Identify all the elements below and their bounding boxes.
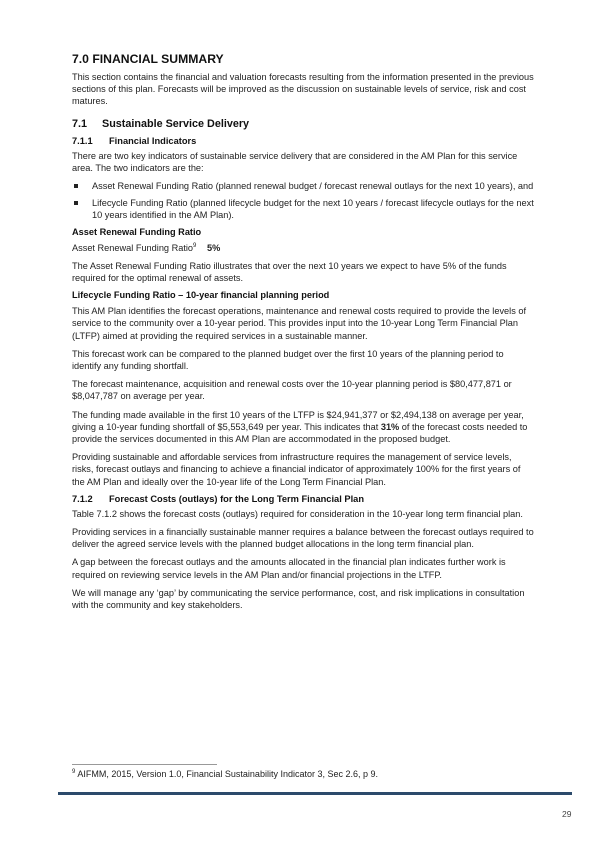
bullet-icon bbox=[74, 201, 78, 205]
section-title: 7.0 FINANCIAL SUMMARY bbox=[72, 52, 224, 66]
footnote-ref[interactable]: 9 bbox=[193, 242, 197, 249]
arfr-heading: Asset Renewal Funding Ratio bbox=[72, 226, 202, 237]
heading-7-1-2-number: 7.1.2 bbox=[72, 493, 93, 504]
lfr-p4-start: The funding made available in the first 10 years of the LTFP is $24,941,377 or $2,494,138 on average per year, giving a 10-year funding shortfall of $5,553,649 per year. This indicates that bbox=[72, 409, 524, 432]
indicator-list bbox=[72, 180, 534, 222]
arfr-line bbox=[72, 242, 534, 254]
arfr-text: The Asset Renewal Funding Ratio illustrates that over the next 10 years we expect to have 5% of the funds required for the optimal renewal of assets. bbox=[72, 260, 507, 284]
heading-7-1-1-number: 7.1.1 bbox=[72, 135, 93, 146]
forecast-paragraph-1: Table 7.1.2 shows the forecast costs (outlays) required for consideration in the 10-year long term financial plan. bbox=[72, 508, 523, 519]
footnote-divider bbox=[72, 764, 217, 765]
forecast-paragraph-3: A gap between the forecast outlays and the amounts allocated in the financial plan indicates further work is required on reviewing service levels in the AM Plan and/or financial projections in the LTFP. bbox=[72, 557, 506, 580]
lfr-p4-end: of the forecast costs needed to provide the services documented in this AM Plan are accommodated in the proposed budget. bbox=[72, 421, 528, 445]
lfr-paragraph-5: Providing sustainable and affordable services from infrastructure requires the management of service levels, risks, forecast outlays and financing to achieve a financial indicator of approximately 100% for the first years of the AM Plan and ideally over the 10-year life of the Long Term Financial Plan. bbox=[72, 452, 521, 487]
lfr-paragraph-4 bbox=[72, 409, 534, 446]
lfr-paragraph-3: The forecast maintenance, acquisition and renewal costs over the 10-year planning period is $80,477,871 or $8,047,787 on average per year. bbox=[72, 379, 512, 402]
list-item-text: Asset Renewal Funding Ratio (planned renewal budget / forecast renewal outlays for the next 10 years), and bbox=[92, 181, 534, 192]
arfr-value: 5% bbox=[206, 242, 221, 253]
forecast-paragraph-2: Providing services in a financially sustainable manner requires a balance between the forecast outlays required to deliver the agreed service levels with the planned budget allocations in the long term financial plan. bbox=[72, 527, 534, 550]
footer-bar bbox=[58, 792, 572, 795]
lfr-heading: Lifecycle Funding Ratio – 10-year financial planning period bbox=[72, 290, 330, 301]
footnote-marker: 9 bbox=[72, 769, 76, 775]
list-item-text: Lifecycle Funding Ratio (planned lifecycle budget for the next 10 years / forecast lifecycle outlays for the next 10 years identified in the AM Plan). bbox=[92, 198, 534, 221]
heading-7-1-1 bbox=[72, 136, 534, 146]
bullet-icon bbox=[74, 184, 78, 188]
lfr-paragraph-2: This forecast work can be compared to the planned budget over the first 10 years of the planning period to identify any funding shortfall. bbox=[72, 348, 504, 372]
page-number: 29 bbox=[562, 809, 572, 819]
heading-7-1-number: 7.1 bbox=[72, 117, 88, 130]
forecast-paragraph-4: We will manage any ‘gap’ by communicating the service performance, cost, and risk implications in consultation with the community and key stakeholders. bbox=[72, 587, 525, 611]
page-body bbox=[72, 52, 534, 617]
lfr-paragraph-1: This AM Plan identifies the forecast operations, maintenance and renewal costs required to provide the levels of service to the community over a 10-year period. This provides input into the 10-year Long Term Financial Plan (LTFP) aimed at providing the required services in a sustainable manner. bbox=[72, 306, 527, 341]
heading-7-1-1-title: Financial Indicators bbox=[109, 135, 197, 146]
section-intro: This section contains the financial and valuation forecasts resulting from the information presented in the previous sections of this plan. Forecasts will be improved as the discussion on sustainable levels of service, risk and cost matures. bbox=[72, 72, 534, 107]
list-item bbox=[72, 197, 534, 221]
list-item bbox=[72, 180, 534, 192]
footnote-text: AIFMM, 2015, Version 1.0, Financial Sustainability Indicator 3, Sec 2.6, p 9. bbox=[75, 769, 379, 779]
heading-7-1-2-title: Forecast Costs (outlays) for the Long Term Financial Plan bbox=[109, 493, 365, 504]
heading-7-1 bbox=[72, 118, 534, 130]
heading-7-1-2 bbox=[72, 494, 534, 504]
indicators-intro: There are two key indicators of sustainable service delivery that are considered in the AM Plan for this service area. The two indicators are the: bbox=[72, 150, 518, 173]
footnote bbox=[72, 769, 378, 779]
heading-7-1-title: Sustainable Service Delivery bbox=[102, 117, 250, 130]
lfr-p4-percent: 31% bbox=[380, 421, 400, 432]
arfr-label: Asset Renewal Funding Ratio bbox=[72, 242, 194, 253]
